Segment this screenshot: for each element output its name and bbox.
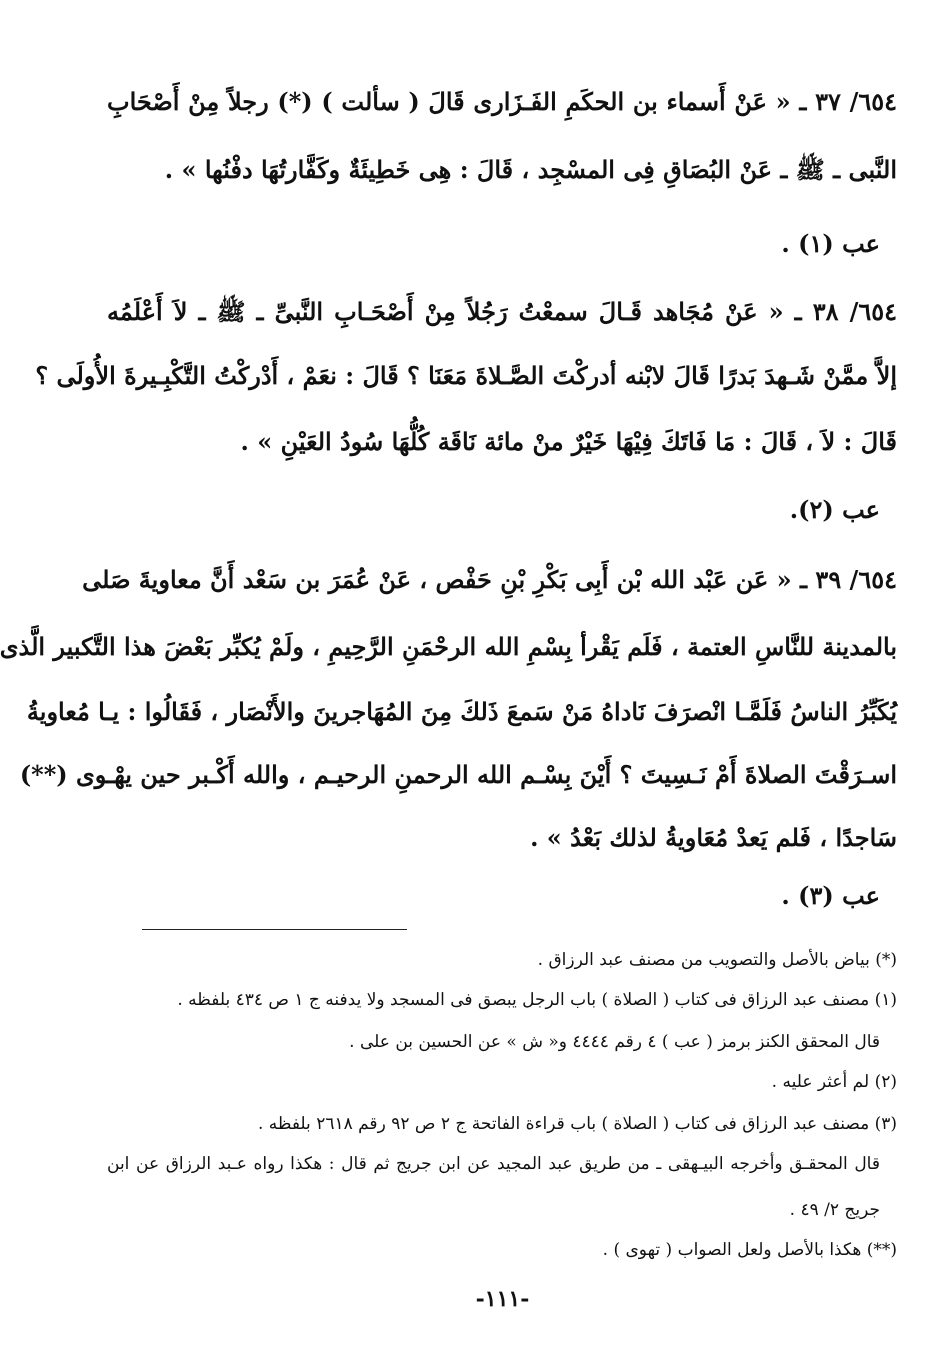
hadith-39-line-4: اسـرَقْتَ الصلاةَ أَمْ نَـسِيتَ ؟ أَيْنَ بِسْـم الله الرحمنِ الرحيـم ، والله أَكْـبر حين يهْـوى (**) [19,760,897,789]
hadith-39-line-5: سَاجدًا ، فَلم يَعدْ مُعَاويةُ لذلك بَعْدُ » . [530,823,897,852]
hadith-39-reference: عب (٣) . [781,881,880,910]
footnote-separator [142,929,407,930]
hadith-37-reference: عب (١) . [781,229,880,258]
hadith-38-line-2: إلاَّ ممَّنْ شَـهدَ بَدرًا قَالَ لابْنه أدركْتَ الصَّـلاةَ مَعَنَا ؟ قَالَ : نعَمْ ، أَدْركْتُ التَّكْبِـيرةَ الأُولَى ؟ [35,361,897,390]
hadith-39-line-3: يُكَبِّرُ الناسُ فَلَمَّـا انْصرَفَ نَاداهُ مَنْ سَمعَ ذَلكَ مِنَ المُهَاجرينَ والأَنْصَار ، فَقَالُوا : يـا مُعاويةُ [26,697,897,726]
footnote-2: (٢) لم أعثر عليه . [771,1072,897,1092]
footnote-asterisk: (*) بياض بالأصل والتصويب من مصنف عبد الرزاق . [537,950,897,970]
footnote-double-asterisk: (**) هكذا بالأصل ولعل الصواب ( تهوى ) . [602,1240,897,1260]
hadith-37-line-1: ٦٥٤/ ٣٧ ـ « عَنْ أَسماء بن الحكَمِ الفَـزَارى قَالَ ( سألت ) (*) رجلاً مِنْ أَصْحَابِ [107,87,897,116]
hadith-38-reference: عب (٢). [789,495,880,524]
hadith-38-line-1: ٦٥٤/ ٣٨ ـ « عَنْ مُجَاهد قَـالَ سمعْتُ رَجُلاً مِنْ أَصْحَـابِ النَّبىِّ ـ ﷺ ـ لاَ أَعْلَمُه [107,297,898,326]
footnote-3-continuation: قال المحقـق وأخرجه البيـهقى ـ من طريق عبد المجيد عن ابن جريج ثم قال : هكذا رواه عـبد الرزاق عن ابن [107,1154,880,1174]
hadith-38-line-3: قَالَ : لاَ ، قَالَ : مَا فَاتَكَ فِيْهَا خَيْرٌ منْ مائة نَاقَة كُلُّهَا سُودُ العَيْنِ » . [240,427,897,456]
hadith-37-line-2: النَّبى ـ ﷺ ـ عَنْ البُصَاقِ فِى المسْجِد ، قَالَ : هِى خَطِيئَةٌ وكَفَّارتُهَا دفْنُها » . [164,155,897,184]
footnote-1-continuation: قال المحقق الكنز برمز ( عب ) ٤ رقم ٤٤٤٤ و« ش » عن الحسين بن على . [349,1032,880,1052]
page-number: -١١١- [475,1286,530,1312]
footnote-1: (١) مصنف عبد الرزاق فى كتاب ( الصلاة ) باب الرجل يبصق فى المسجد ولا يدفنه ج ١ ص ٤٣٤ بلفظه . [177,990,897,1010]
footnote-3: (٣) مصنف عبد الرزاق فى كتاب ( الصلاة ) باب قراءة الفاتحة ج ٢ ص ٩٢ رقم ٢٦١٨ بلفظه . [257,1114,897,1134]
hadith-39-line-2: بالمدينة للنَّاسِ العتمة ، فَلَم يَقْرأ بِسْمِ الله الرحْمَنِ الرَّحِيمِ ، ولَمْ يُكبِّر بَعْضَ هذا التَّكبير الَّذى [0,632,897,661]
hadith-39-line-1: ٦٥٤/ ٣٩ ـ « عَن عَبْد الله بْن أَبِى بَكْرِ بْنِ حَفْص ، عَنْ عُمَرَ بن سَعْد أَنَّ معاويةَ صَلى [82,565,897,594]
footnote-3-continuation-2: جريج ٢/ ٤٩ . [789,1200,880,1220]
